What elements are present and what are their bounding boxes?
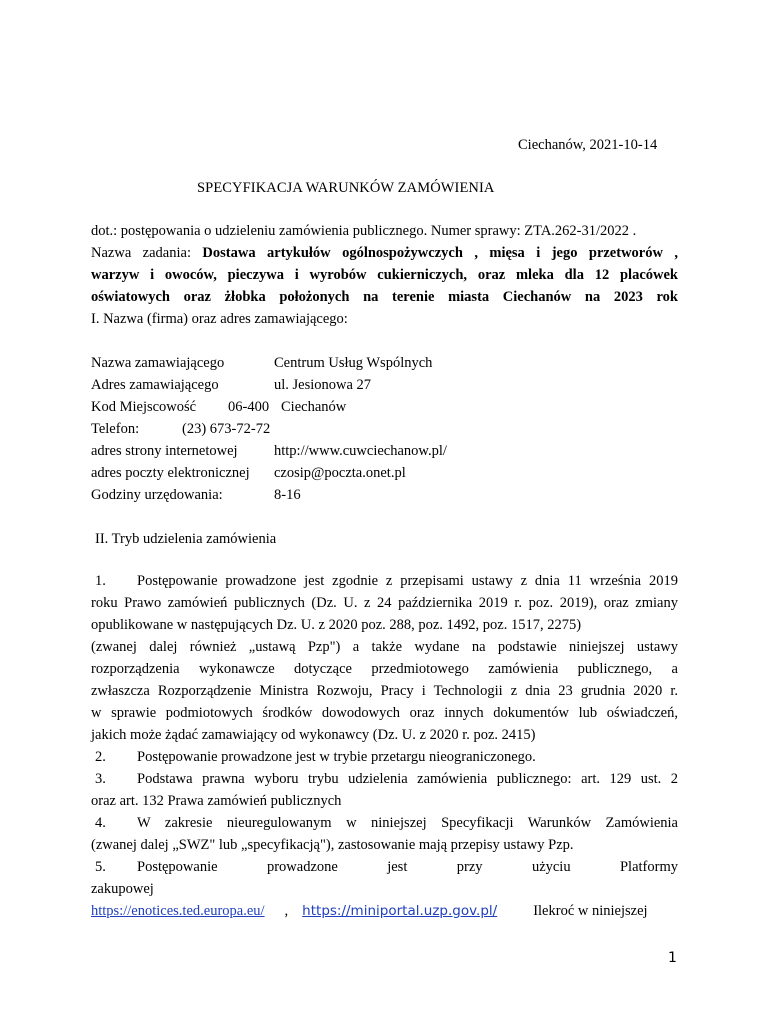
contact-label: Nazwa zamawiającego: [91, 355, 225, 371]
paragraph-number: 3.: [95, 771, 106, 787]
section-1-heading: I. Nazwa (firma) oraz adres zamawiającego:: [91, 311, 348, 327]
paragraph-1-line: (zwanej dalej również „ustawą Pzp") a także wydane na podstawie niniejszej ustawy: [91, 639, 678, 655]
page-number: 1: [668, 950, 677, 966]
case-reference: dot.: postępowania o udzieleniu zamówienia publicznego. Numer sprawy: ZTA.262-31/2022 .: [91, 223, 637, 239]
paragraph-5-tail: Ilekroć w niniejszej: [533, 903, 648, 919]
section-2-body: [91, 570, 678, 922]
contact-row-name: [91, 352, 678, 374]
contact-value: ul. Jesionowa 27: [274, 377, 372, 393]
task-label: Nazwa zadania:: [91, 245, 191, 261]
contact-value: Centrum Usług Wspólnych: [274, 355, 433, 371]
paragraph-5-links: [91, 900, 678, 922]
contact-row-address: [91, 374, 678, 396]
contact-row-hours: [91, 484, 678, 506]
paragraph-3-line: oraz art. 132 Prawa zamówień publicznych: [91, 793, 342, 809]
contact-value: 8-16: [274, 487, 301, 503]
paragraph-1-line: jakich może żądać zamawiający od wykonawcy (Dz. U. z 2020 r. poz. 2415): [91, 727, 536, 743]
contact-row-email: [91, 462, 678, 484]
task-title-part-3: oświatowych oraz żłobka położonych na terenie miasta Ciechanów na 2023 rok: [91, 289, 678, 305]
postal-code: 06-400: [228, 399, 270, 415]
task-name-line-2: [91, 264, 678, 286]
paragraph-4-line: (zwanej dalej „SWZ" lub „specyfikacją"), zastosowanie mają przepisy ustawy Pzp.: [91, 837, 574, 853]
paragraph-number: 1.: [95, 573, 106, 589]
link-separator: ,: [284, 903, 289, 919]
miniportal-link[interactable]: https://miniportal.uzp.gov.pl/: [302, 903, 498, 919]
task-title-part-2: warzyw i owoców, pieczywa i wyrobów cukierniczych, oraz mleka dla 12 placówek: [91, 267, 678, 283]
contact-row-postal: [91, 396, 678, 418]
contact-label: adres strony internetowej: [91, 443, 238, 459]
contact-label: adres poczty elektronicznej: [91, 465, 250, 481]
email-address: czosip@poczta.onet.pl: [274, 465, 406, 481]
website-url: http://www.cuwciechanow.pl/: [274, 443, 447, 459]
paragraph-number: 2.: [95, 749, 106, 765]
paragraph-3-line: 3. Podstawa prawna wyboru trybu udzielenia zamówienia publicznego: art. 129 ust. 2: [91, 768, 678, 790]
contact-row-web: [91, 440, 678, 462]
enotices-link[interactable]: https://enotices.ted.europa.eu/: [91, 903, 265, 919]
paragraph-1-line: 1. Postępowanie prowadzone jest zgodnie z przepisami ustawy z dnia 11 września 2019: [91, 570, 678, 592]
paragraph-1-line: w sprawie podmiotowych środków dowodowych oraz innych dokumentów lub oświadczeń,: [91, 705, 678, 721]
task-name-line-1: [91, 242, 678, 264]
section-2-heading: II. Tryb udzielenia zamówienia: [95, 531, 277, 547]
intro-block: [91, 220, 678, 330]
paragraph-4-line: 4. W zakresie nieuregulowanym w niniejszej Specyfikacji Warunków Zamówienia: [91, 812, 678, 834]
paragraph-number: 5.: [95, 859, 106, 875]
contact-value: (23) 673-72-72: [182, 421, 271, 437]
contact-label: Telefon:: [91, 421, 140, 437]
paragraph-1-line: rozporządzenia wykonawcze dotyczące przedmiotowego zamówienia publicznego, a: [91, 661, 678, 677]
contact-row-phone: [91, 418, 678, 440]
place-date: Ciechanów, 2021-10-14: [518, 137, 658, 153]
contact-label: Kod Miejscowość: [91, 399, 197, 415]
contact-label: Adres zamawiającego: [91, 377, 219, 393]
contact-label: Godziny urzędowania:: [91, 487, 223, 503]
city: Ciechanów: [281, 399, 347, 415]
task-name-line-3: [91, 286, 678, 308]
contact-table: [91, 352, 678, 506]
paragraph-1-line: roku Prawo zamówień publicznych (Dz. U. z 24 października 2019 r. poz. 2019), oraz zmiany: [91, 595, 678, 611]
paragraph-1-line: opublikowane w następujących Dz. U. z 2020 poz. 288, poz. 1492, poz. 1517, 2275): [91, 617, 582, 633]
paragraph-1-line: zwłaszcza Rozporządzenie Ministra Rozwoju, Pracy i Technologii z dnia 23 grudnia 2020 r.: [91, 683, 678, 699]
paragraph-5-line: 5. Postępowanie prowadzone jest przy użyciu Platformy zakupowej: [91, 856, 678, 900]
paragraph-number: 4.: [95, 815, 106, 831]
document-title: SPECYFIKACJA WARUNKÓW ZAMÓWIENIA: [197, 180, 495, 196]
task-title-part-1: Dostawa artykułów ogólnospożywczych , mięsa i jego przetworów ,: [202, 245, 679, 261]
paragraph-2-line: 2. Postępowanie prowadzone jest w trybie przetargu nieograniczonego.: [91, 746, 678, 768]
